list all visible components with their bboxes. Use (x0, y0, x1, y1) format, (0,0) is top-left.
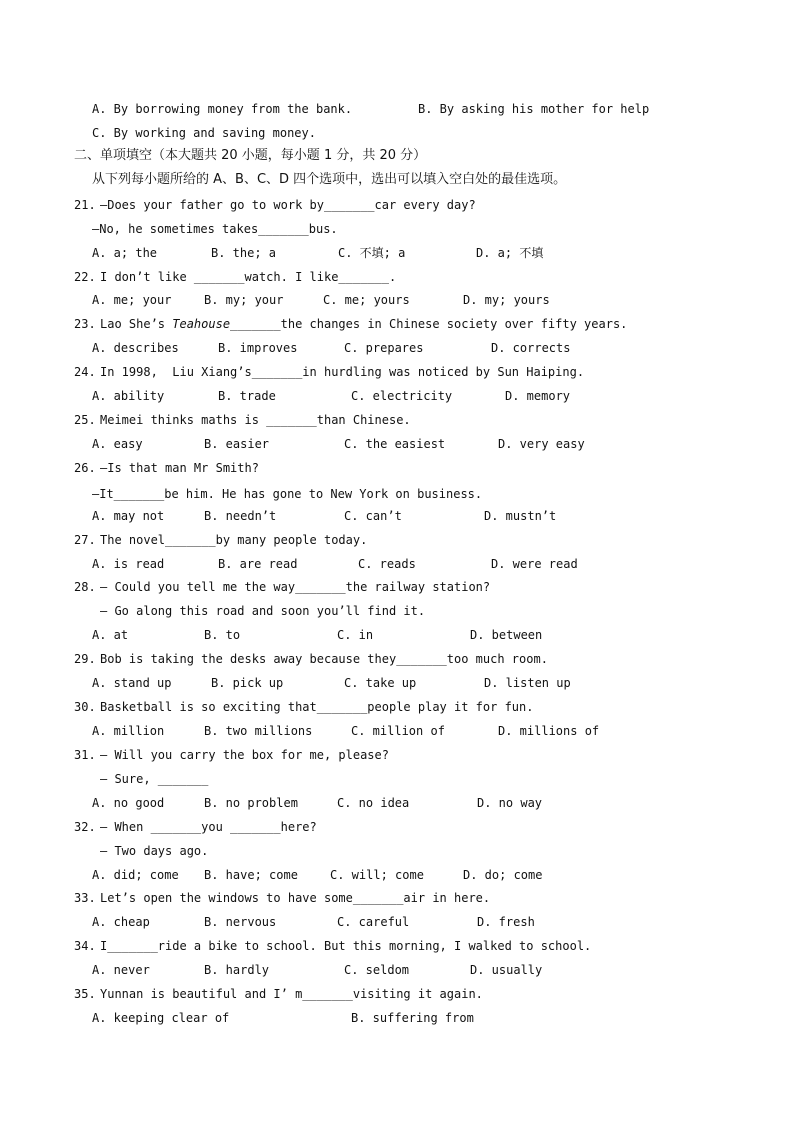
option-a: A. may not (92, 509, 165, 523)
option-b: B. trade (218, 389, 276, 403)
question-number: 27. (74, 533, 96, 547)
option-c: C. the easiest (344, 437, 446, 451)
question-text: The novel_______by many people today. (100, 533, 368, 547)
option-c: C. prepares (344, 341, 424, 355)
option-a: A. keeping clear of (92, 1011, 230, 1025)
option-a: A. By borrowing money from the bank. (92, 102, 353, 116)
question-text: I don’t like _______watch. I like_______. (100, 270, 397, 284)
question-text-pre: Lao She’s (100, 317, 173, 331)
option-b: B. needn’t (204, 509, 277, 523)
option-b: B. nervous (204, 915, 277, 929)
option-b: B. are read (218, 557, 298, 571)
question-text: — When _______you _______here? (100, 820, 317, 834)
question-number: 28. (74, 580, 96, 594)
option-b: B. the; a (211, 246, 277, 260)
option-c: C. in (337, 628, 374, 642)
option-a: A. at (92, 628, 129, 642)
question-text: Basketball is so exciting that_______people play it for fun. (100, 700, 534, 714)
option-d: D. were read (491, 557, 578, 571)
option-c: C. take up (344, 676, 417, 690)
option-c: C. reads (358, 557, 416, 571)
question-text-reply: —It_______be him. He has gone to New York on business. (92, 487, 483, 501)
option-d: D. listen up (484, 676, 571, 690)
option-d: D. fresh (477, 915, 535, 929)
option-d: D. my; yours (463, 293, 550, 307)
option-c: C. me; yours (323, 293, 410, 307)
question-number: 23. (74, 317, 96, 331)
question-text-reply: —No, he sometimes takes_______bus. (92, 222, 338, 236)
option-a: A. ability (92, 389, 165, 403)
question-text-reply: — Go along this road and soon you’ll find it. (100, 604, 426, 618)
question-number: 31. (74, 748, 96, 762)
question-text-post: _______the changes in Chinese society over fifty years. (230, 317, 628, 331)
question-number: 24. (74, 365, 96, 379)
question-text: —Does your father go to work by_______car every day? (100, 198, 476, 212)
option-b: B. suffering from (351, 1011, 474, 1025)
option-c: C. seldom (344, 963, 410, 977)
option-a: A. a; the (92, 246, 158, 260)
option-d: D. a; 不填 (476, 246, 544, 260)
question-text: — Will you carry the box for me, please? (100, 748, 389, 762)
option-d: D. millions of (498, 724, 600, 738)
option-d: D. mustn’t (484, 509, 557, 523)
question-number: 22. (74, 270, 96, 284)
option-b: B. two millions (204, 724, 313, 738)
question-text: I_______ride a bike to school. But this morning, I walked to school. (100, 939, 592, 953)
question-text-reply: — Two days ago. (100, 844, 209, 858)
option-a: A. me; your (92, 293, 172, 307)
option-a: A. stand up (92, 676, 172, 690)
question-text: Bob is taking the desks away because they_______too much room. (100, 652, 548, 666)
option-b: B. easier (204, 437, 270, 451)
question-number: 29. (74, 652, 96, 666)
option-d: D. corrects (491, 341, 571, 355)
option-c: C. will; come (330, 868, 424, 882)
question-number: 35. (74, 987, 96, 1001)
option-c: C. careful (337, 915, 410, 929)
question-text (100, 316, 627, 332)
question-number: 25. (74, 413, 96, 427)
question-text-reply: — Sure, _______ (100, 772, 209, 786)
option-d: D. between (470, 628, 543, 642)
question-number: 32. (74, 820, 96, 834)
option-a: A. is read (92, 557, 165, 571)
option-d: D. no way (477, 796, 543, 810)
option-a: A. easy (92, 437, 143, 451)
option-c: C. By working and saving money. (92, 126, 316, 140)
option-d: D. very easy (498, 437, 585, 451)
question-number: 21. (74, 198, 96, 212)
option-a: A. did; come (92, 868, 179, 882)
option-c: C. 不填; a (338, 246, 406, 260)
option-c: C. no idea (337, 796, 410, 810)
option-a: A. cheap (92, 915, 150, 929)
question-text: — Could you tell me the way_______the railway station? (100, 580, 491, 594)
question-text: In 1998, Liu Xiang’s_______in hurdling was noticed by Sun Haiping. (100, 365, 585, 379)
option-a: A. million (92, 724, 165, 738)
book-title: Teahouse (172, 317, 231, 331)
option-a: A. no good (92, 796, 165, 810)
question-number: 26. (74, 461, 96, 475)
option-b: B. have; come (204, 868, 298, 882)
question-text: Meimei thinks maths is _______than Chinese. (100, 413, 411, 427)
option-a: A. describes (92, 341, 179, 355)
option-b: B. improves (218, 341, 298, 355)
option-b: B. By asking his mother for help (418, 102, 650, 116)
section-heading: 二、单项填空（本大题共 20 小题，每小题 1 分，共 20 分） (74, 148, 427, 163)
option-d: D. usually (470, 963, 543, 977)
option-d: D. memory (505, 389, 571, 403)
question-number: 33. (74, 891, 96, 905)
question-text: Let’s open the windows to have some_______air in here. (100, 891, 491, 905)
section-instruction: 从下列每小题所给的 A、B、C、D 四个选项中，选出可以填入空白处的最佳选项。 (92, 172, 567, 187)
option-c: C. electricity (351, 389, 453, 403)
option-b: B. no problem (204, 796, 298, 810)
option-b: B. hardly (204, 963, 270, 977)
option-a: A. never (92, 963, 150, 977)
option-d: D. do; come (463, 868, 543, 882)
option-b: B. to (204, 628, 241, 642)
question-number: 30. (74, 700, 96, 714)
option-c: C. can’t (344, 509, 402, 523)
option-c: C. million of (351, 724, 445, 738)
question-text: —Is that man Mr Smith? (100, 461, 259, 475)
question-number: 34. (74, 939, 96, 953)
option-b: B. pick up (211, 676, 284, 690)
question-text: Yunnan is beautiful and I’ m_______visiting it again. (100, 987, 483, 1001)
option-b: B. my; your (204, 293, 284, 307)
